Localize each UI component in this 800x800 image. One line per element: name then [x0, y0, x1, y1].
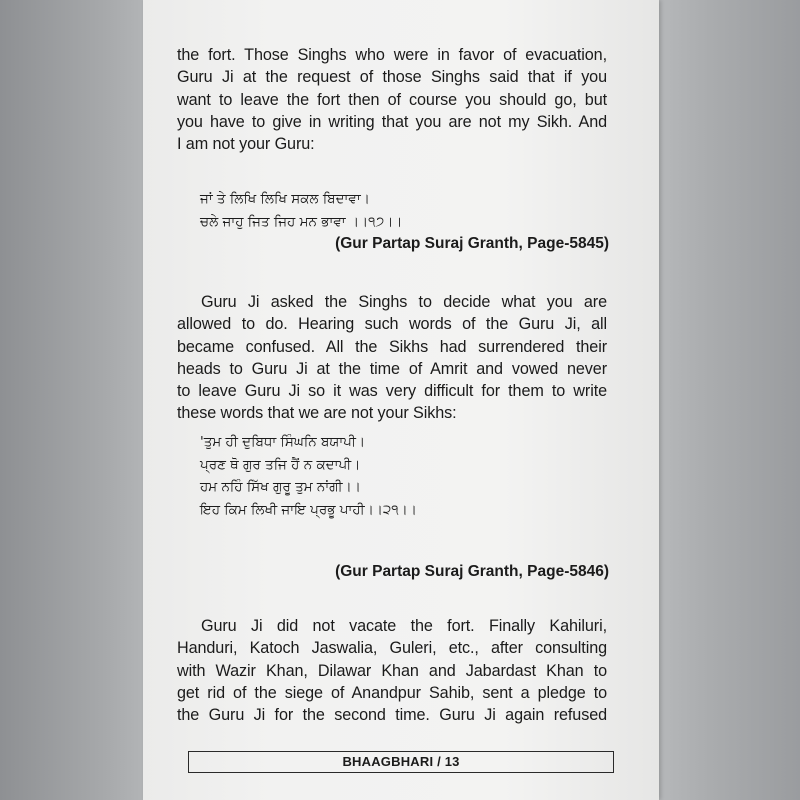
- citation-1: (Gur Partap Suraj Granth, Page-5845): [335, 235, 609, 252]
- text-line: Guru Ji did not vacate the fort. Finally Kahiluri,: [201, 617, 607, 635]
- text-line: Handuri, Katoch Jaswalia, Guleri, etc., after consulting: [177, 639, 607, 658]
- gurmukhi-verse-1: [200, 188, 402, 233]
- paragraph-decide: [177, 291, 607, 425]
- background-right: [650, 0, 800, 800]
- text-line: to leave Guru Ji so it was very difficult for them to write: [177, 382, 607, 401]
- text-line: these words that we are not your Sikhs:: [177, 404, 457, 423]
- text-line: the fort. Those Singhs who were in favor of evacuation,: [177, 46, 607, 64]
- background-left: [0, 0, 150, 800]
- gurmukhi-verse-2: [200, 431, 417, 521]
- verse-line: ਪ੍ਰਣ ਥੋ ਗੁਰ ਤਜਿ ਹੈਂ ਨ ਕਦਾਪੀ।: [200, 456, 361, 473]
- verse-line: 'ਤੁਮ ਹੀ ਦੁਬਿਧਾ ਸਿੰਘਨਿ ਬਯਾਪੀ।: [200, 434, 366, 450]
- text-line: Guru Ji asked the Singhs to decide what you are: [201, 293, 607, 311]
- text-line: you have to give in writing that you are not my Sikh. And: [177, 112, 607, 131]
- verse-line: ਇਹ ਕਿਮ ਲਿਖੀ ਜਾਇ ਪ੍ਰਭੂ ਪਾਹੀ।।੨੧।।: [200, 501, 417, 518]
- citation-2: (Gur Partap Suraj Granth, Page-5846): [335, 563, 609, 580]
- page-footer: BHAAGBHARI / 13: [188, 751, 614, 773]
- paragraph-evacuation: [177, 44, 607, 155]
- text-line: want to leave the fort then of course you should go, but: [177, 90, 607, 109]
- text-line: became confused. All the Sikhs had surrendered their: [177, 337, 607, 356]
- text-line: Guru Ji at the request of those Singhs said that if you: [177, 68, 607, 87]
- book-page: [143, 0, 659, 800]
- verse-line: ਜਾਂ ਤੇ ਲਿਖਿ ਲਿਖਿ ਸਕਲ ਬਿਦਾਵਾ।: [200, 191, 370, 207]
- paragraph-fort: [177, 615, 607, 726]
- verse-line: ਹਮ ਨਹਿੰ ਸਿੱਖ ਗੁਰੂ ਤੁਮ ਨਾਂਗੀ।।: [200, 479, 361, 495]
- text-line: heads to Guru Ji at the time of Amrit and vowed never: [177, 359, 607, 378]
- text-line: the Guru Ji for the second time. Guru Ji again refused: [177, 706, 607, 725]
- text-line: allowed to do. Hearing such words of the Guru Ji, all: [177, 315, 607, 334]
- text-line: I am not your Guru:: [177, 135, 315, 154]
- text-line: get rid of the siege of Anandpur Sahib, sent a pledge to: [177, 683, 607, 702]
- verse-line: ਚਲੇ ਜਾਹੁ ਜਿਤ ਜਿਹ ਮਨ ਭਾਵਾ ।।੧੭।।: [200, 213, 403, 230]
- text-line: with Wazir Khan, Dilawar Khan and Jabardast Khan to: [177, 661, 607, 680]
